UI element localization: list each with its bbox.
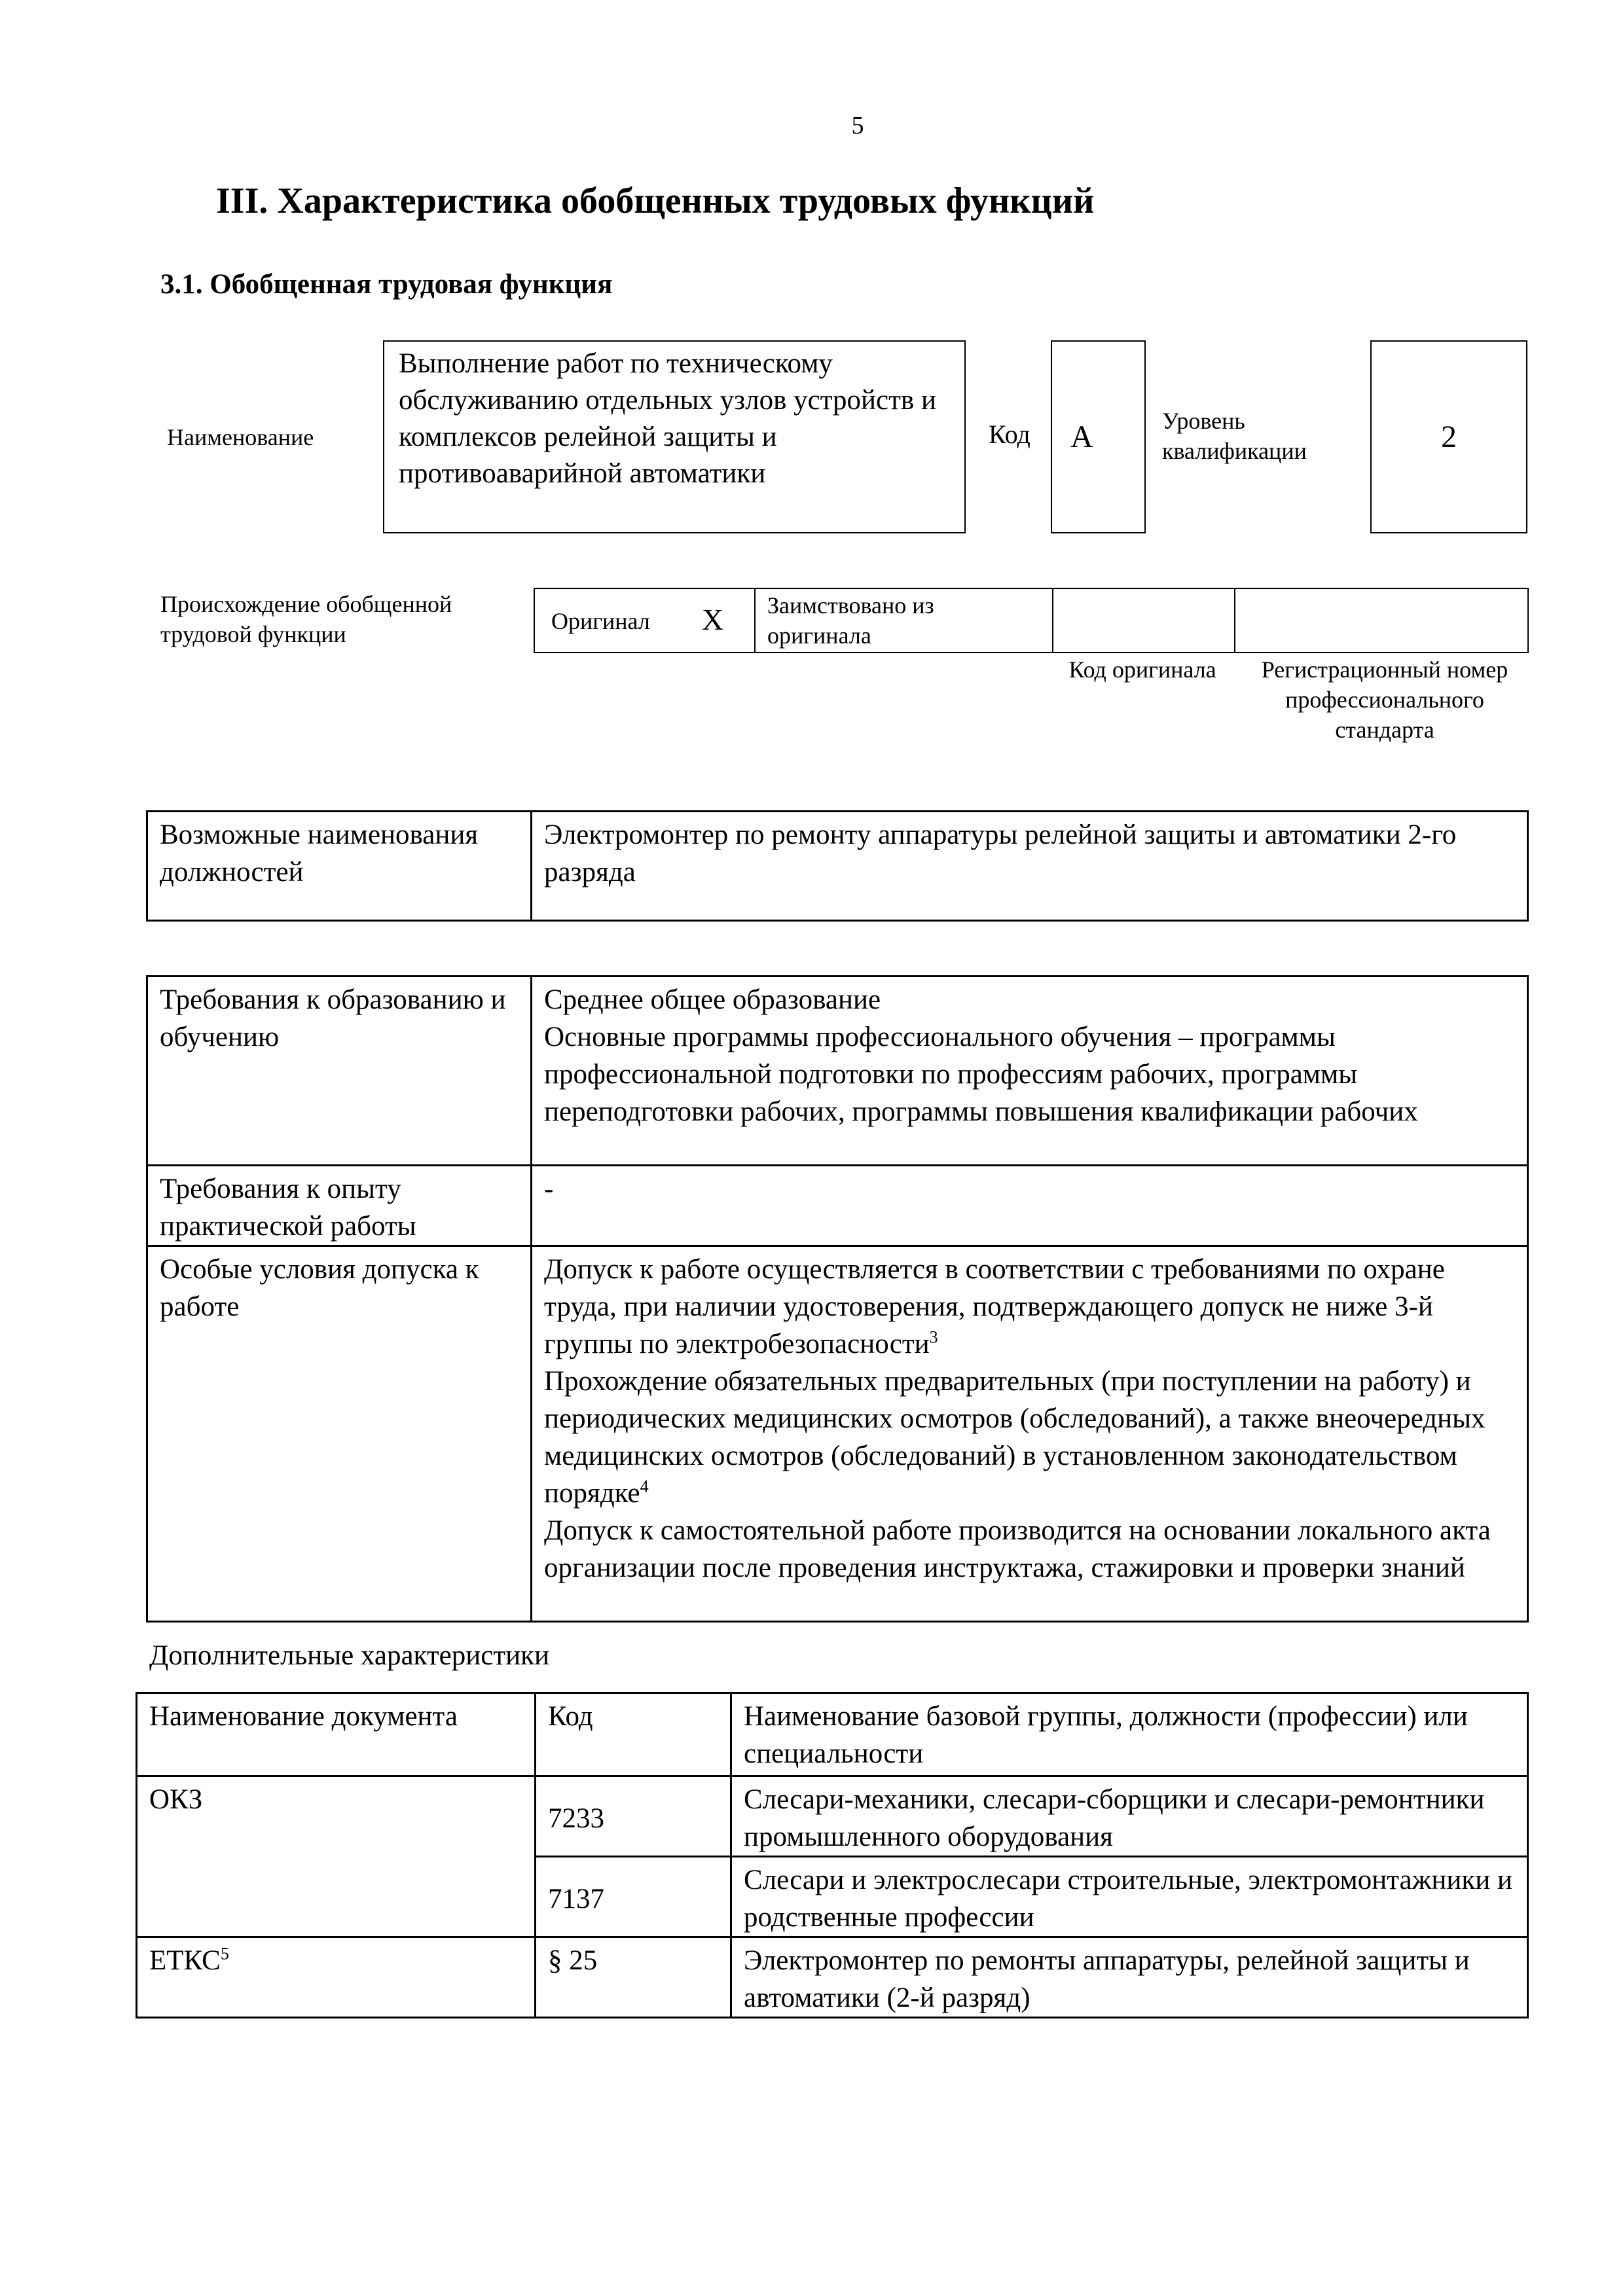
header-document: Наименование документа — [137, 1693, 536, 1776]
section-title: III. Характеристика обобщенных трудовых функций — [216, 181, 1095, 221]
table-row — [147, 812, 1528, 921]
level-value: 2 — [1441, 420, 1457, 454]
req-education-line: Основные программы профессионального обучения – программы профессиональной подготовки по профессиям рабочих, программы переподготовки рабочих, программы повышения квалификации рабочих — [544, 1022, 1418, 1127]
positions-value: Электромонтер по ремонту аппаратуры релейной защиты и автоматики 2-го разряда — [532, 812, 1528, 921]
borrowed-label: Заимствовано из оригинала — [767, 592, 934, 649]
level-label: Уровень квалификации — [1162, 408, 1307, 464]
origin-label: Происхождение обобщенной трудовой функции — [160, 591, 452, 647]
table-row — [137, 1937, 1528, 2018]
etks-code: § 25 — [536, 1937, 731, 2018]
okz-name: Слесари и электрослесари строительные, электромонтажники и родственные профессии — [731, 1857, 1528, 1937]
req-admission-line: Прохождение обязательных предварительных (при поступлении на работу) и периодических медицинских осмотров (обследований), а также внеочередных медицинских осмотров (обследований) в установленном законодательством порядке$^4$ — [544, 1366, 1486, 1509]
code-box — [1051, 340, 1146, 533]
okz-label: ОКЗ — [137, 1776, 536, 1937]
level-box — [1370, 340, 1527, 533]
table-row — [147, 1166, 1528, 1246]
table-row — [137, 1776, 1528, 1857]
reg-number-caption: Регистрационный номер профессионального стандарта — [1261, 656, 1508, 743]
table-row — [137, 1693, 1528, 1776]
req-education-value — [532, 977, 1528, 1166]
table-row — [147, 1246, 1528, 1622]
table-row — [147, 977, 1528, 1166]
footnote-marker: 3 — [929, 1327, 938, 1347]
req-experience-value: - — [532, 1166, 1528, 1246]
header-group-name: Наименование базовой группы, должности (профессии) или специальности — [731, 1693, 1528, 1776]
divider — [754, 589, 756, 653]
divider — [1052, 589, 1053, 653]
header-code: Код — [536, 1693, 731, 1776]
original-mark: Х — [702, 603, 724, 636]
additional-table — [136, 1692, 1529, 2018]
req-admission-line: Допуск к работе осуществляется в соответствии с требованиями по охране труда, при наличии удостоверения, подтверждающего допуск не ниже 3-й группы по электробезопасности$^3$ — [544, 1254, 1445, 1359]
req-education-label: Требования к образованию и обучению — [147, 977, 532, 1166]
origin-row — [534, 588, 1529, 653]
divider — [1234, 589, 1235, 653]
function-name-box — [383, 340, 966, 533]
page-number: 5 — [851, 112, 864, 139]
additional-title: Дополнительные характеристики — [149, 1640, 550, 1671]
etks-label: ЕТКС$^5$ — [137, 1937, 536, 2018]
okz-code: 7137 — [536, 1857, 731, 1937]
req-admission-label: Особые условия допуска к работе — [147, 1246, 532, 1622]
req-experience-label: Требования к опыту практической работы — [147, 1166, 532, 1246]
requirements-table — [146, 975, 1529, 1623]
sub-title: 3.1. Обобщенная трудовая функция — [160, 269, 613, 300]
etks-name: Электромонтер по ремонты аппаратуры, релейной защиты и автоматики (2-й разряд) — [731, 1937, 1528, 2018]
original-label: Оригинал — [551, 608, 650, 634]
positions-label: Возможные наименования должностей — [147, 812, 532, 921]
footnote-marker: 5 — [220, 1944, 229, 1964]
req-admission-line: Допуск к самостоятельной работе производится на основании локального акта организации после проведения инструктажа, стажировки и проверки знаний — [544, 1515, 1491, 1583]
req-education-line: Среднее общее образование — [544, 984, 881, 1015]
req-admission-value — [532, 1246, 1528, 1622]
name-label: Наименование — [167, 424, 314, 450]
footnote-marker: 4 — [640, 1477, 649, 1496]
code-value: А — [1070, 420, 1093, 454]
okz-code: 7233 — [536, 1776, 731, 1857]
code-label: Код — [989, 420, 1030, 449]
function-name-value: Выполнение работ по техническому обслуживанию отдельных узлов устройств и комплексов релейной защиты и противоаварийной автоматики — [399, 348, 936, 489]
positions-table — [146, 810, 1529, 922]
code-original-caption: Код оригинала — [1068, 656, 1216, 683]
okz-name: Слесари-механики, слесари-сборщики и слесари-ремонтники промышленного оборудования — [731, 1776, 1528, 1857]
